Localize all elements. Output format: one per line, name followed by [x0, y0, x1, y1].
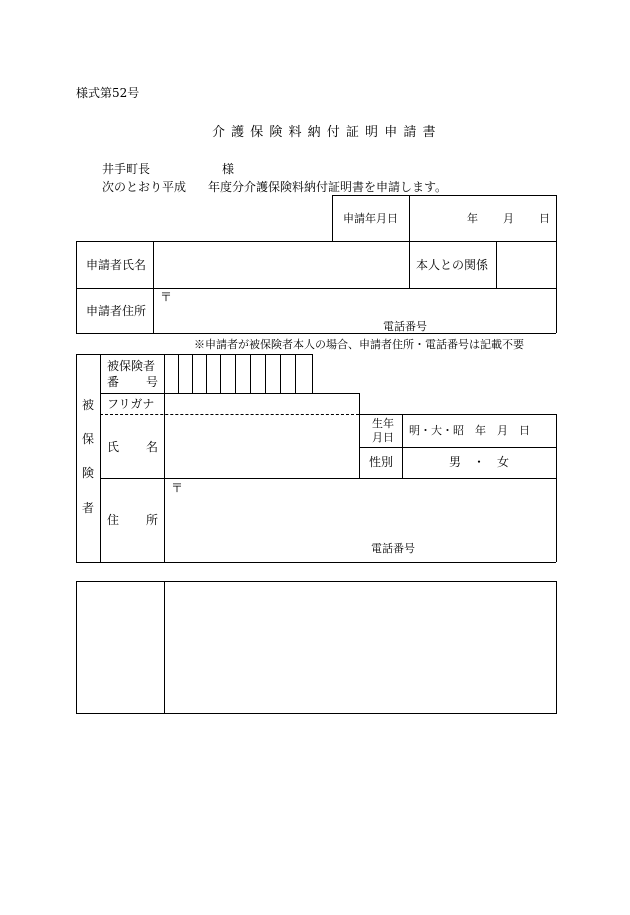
insured-address-label-b: 所 — [146, 513, 159, 527]
intro-suffix: 年度分介護保険料納付証明書を申請します。 — [208, 180, 448, 194]
application-year-unit: 年 — [467, 212, 478, 225]
note-text: ※申請者が被保険者本人の場合、申請者住所・電話番号は記載不要 — [194, 338, 524, 351]
application-month-unit: 月 — [503, 212, 514, 225]
insured-postal-mark: 〒 — [171, 481, 184, 495]
sex-options[interactable]: 男 ・ 女 — [449, 455, 510, 469]
form-title: 介 護 保 険 料 納 付 証 明 申 請 書 — [212, 125, 437, 140]
sex-label: 性別 — [369, 455, 394, 469]
furigana-field[interactable] — [165, 394, 359, 414]
insured-phone-label: 電話番号 — [371, 542, 415, 555]
furigana-label: フリガナ — [107, 397, 155, 411]
addressee-name: 井手町長 — [102, 162, 151, 176]
fiscal-year-field[interactable] — [182, 178, 204, 194]
insured-section-char-1: 被 — [82, 398, 95, 412]
insured-address-field[interactable] — [165, 479, 556, 562]
insured-section-char-4: 者 — [82, 501, 95, 515]
applicant-address-field[interactable] — [154, 289, 556, 333]
office-use-content-field[interactable] — [165, 582, 556, 713]
birth-label-1: 生年 — [372, 417, 394, 430]
insured-name-label-b: 名 — [146, 440, 159, 454]
insured-section-char-2: 保 — [82, 432, 95, 446]
application-date-field[interactable] — [410, 196, 556, 241]
office-use-label-cell — [77, 582, 164, 713]
relation-field[interactable] — [497, 242, 556, 288]
applicant-postal-mark: 〒 — [160, 290, 173, 304]
insured-number-label-1: 被保険者 — [107, 359, 156, 373]
application-date-label: 申請年月日 — [343, 212, 398, 225]
applicant-phone-label: 電話番号 — [383, 320, 427, 333]
insured-section-char-3: 険 — [82, 466, 95, 480]
insured-name-label-a: 氏 — [107, 440, 120, 454]
addressee-honorific: 様 — [222, 162, 235, 176]
applicant-name-field[interactable] — [154, 242, 409, 288]
insured-name-field[interactable] — [165, 415, 359, 478]
insured-number-label-2a: 番 — [107, 375, 120, 389]
intro-prefix: 次のとおり平成 — [102, 180, 187, 194]
insured-address-label-a: 住 — [107, 513, 120, 527]
applicant-name-label: 申請者氏名 — [86, 258, 147, 272]
application-day-unit: 日 — [539, 212, 550, 225]
birth-date-options[interactable]: 明・大・昭 年 月 日 — [409, 424, 530, 437]
insured-number-label-2b: 号 — [146, 375, 159, 389]
form-number: 様式第52号 — [76, 86, 140, 100]
birth-label-2: 月日 — [372, 431, 394, 444]
relation-label: 本人との関係 — [416, 258, 489, 272]
applicant-address-label: 申請者住所 — [86, 304, 147, 318]
